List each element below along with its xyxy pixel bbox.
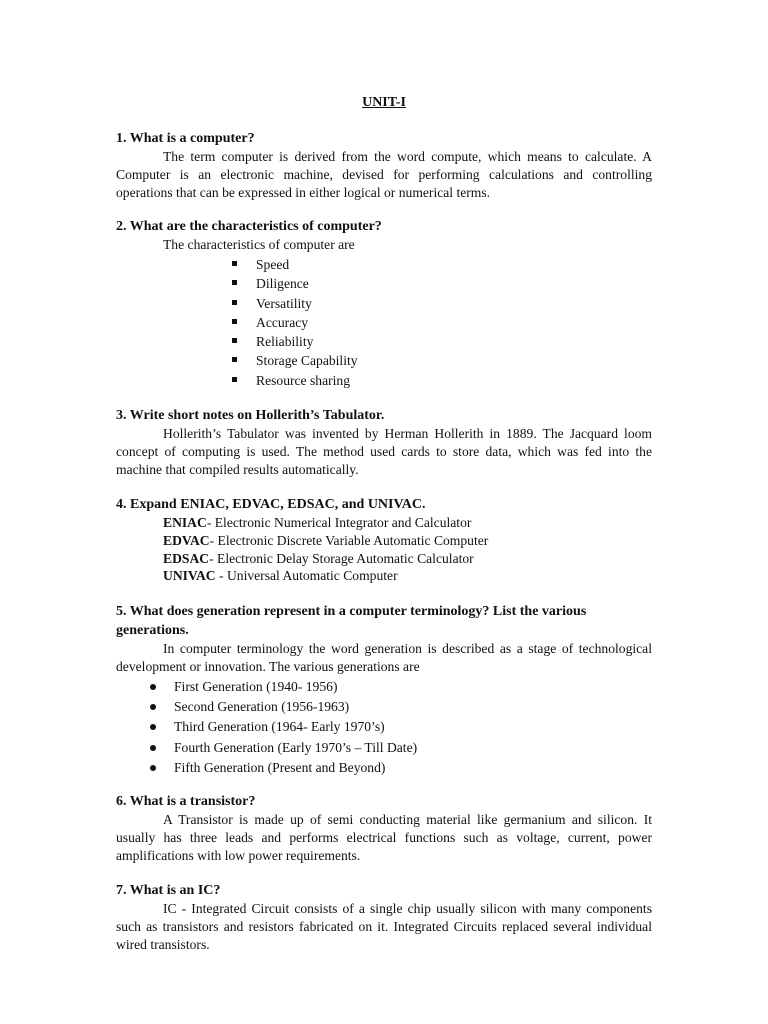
list-item: Fifth Generation (Present and Beyond) xyxy=(150,758,652,778)
list-item: Second Generation (1956-1963) xyxy=(150,697,652,717)
q5-heading: 5. What does generation represent in a computer terminology? List the various generations. xyxy=(116,604,587,638)
list-item: Diligence xyxy=(232,274,652,293)
q1-heading: 1. What is a computer? xyxy=(116,131,255,146)
square-bullet-icon xyxy=(232,319,237,324)
round-bullet-icon xyxy=(150,704,156,710)
q5-answer: In computer terminology the word generation is described as a stage of technological development or innovation. The various generations are xyxy=(116,641,652,674)
q1-answer: The term computer is derived from the word compute, which means to calculate. A Computer is an electronic machine, devised for performing calculations and controlling operations that can be expressed in either logical or numerical terms. xyxy=(116,149,652,200)
q3-answer: Hollerith’s Tabulator was invented by Herman Hollerith in 1889. The Jacquard loom concept of computing is used. The method used cards to store data, which was fed into the machine that compiled results automatically. xyxy=(116,426,652,477)
square-bullet-icon xyxy=(232,300,237,305)
q2-intro: The characteristics of computer are xyxy=(163,237,355,252)
q2-heading: 2. What are the characteristics of computer? xyxy=(116,219,382,234)
section-q4 xyxy=(116,495,652,585)
list-item: Accuracy xyxy=(232,313,652,332)
q6-heading: 6. What is a transistor? xyxy=(116,794,256,809)
list-item: Versatility xyxy=(232,294,652,313)
section-q1 xyxy=(116,129,652,202)
round-bullet-icon xyxy=(150,745,156,751)
round-bullet-icon xyxy=(150,765,156,771)
abbr-edvac: EDVAC- Electronic Discrete Variable Automatic Computer xyxy=(163,532,489,548)
page-title: UNIT-I xyxy=(362,95,406,110)
generations-list xyxy=(116,677,652,778)
q4-heading: 4. Expand ENIAC, EDVAC, EDSAC, and UNIVAC. xyxy=(116,497,426,512)
list-item: Speed xyxy=(232,255,652,274)
square-bullet-icon xyxy=(232,377,237,382)
q6-answer: A Transistor is made up of semi conducting material like germanium and silicon. It usually has three leads and performs electrical functions such as voltage, current, power amplifications with low power requirements. xyxy=(116,812,652,863)
characteristics-list xyxy=(116,255,652,390)
q3-heading: 3. Write short notes on Hollerith’s Tabulator. xyxy=(116,408,385,423)
abbr-univac: UNIVAC - Universal Automatic Computer xyxy=(163,568,398,584)
list-item: Third Generation (1964- Early 1970’s) xyxy=(150,717,652,737)
section-q3 xyxy=(116,406,652,479)
list-item: First Generation (1940- 1956) xyxy=(150,677,652,697)
square-bullet-icon xyxy=(232,261,237,266)
square-bullet-icon xyxy=(232,338,237,343)
abbr-eniac: ENIAC- Electronic Numerical Integrator and Calculator xyxy=(163,515,472,530)
round-bullet-icon xyxy=(150,724,156,730)
square-bullet-icon xyxy=(232,357,237,362)
list-item: Resource sharing xyxy=(232,371,652,390)
list-item: Storage Capability xyxy=(232,351,652,370)
abbr-edsac: EDSAC- Electronic Delay Storage Automatic Calculator xyxy=(163,550,474,566)
square-bullet-icon xyxy=(232,280,237,285)
list-item: Reliability xyxy=(232,332,652,351)
q7-answer: IC - Integrated Circuit consists of a single chip usually silicon with many components such as transistors and resistors fabricated on it. Integrated Circuits replaced several individual wired transistors. xyxy=(116,901,652,952)
q7-heading: 7. What is an IC? xyxy=(116,883,221,898)
list-item: Fourth Generation (Early 1970’s – Till Date) xyxy=(150,738,652,758)
section-q7 xyxy=(116,881,652,954)
section-q6 xyxy=(116,792,652,865)
section-q5 xyxy=(116,602,652,778)
round-bullet-icon xyxy=(150,684,156,690)
section-q2 xyxy=(116,217,652,390)
